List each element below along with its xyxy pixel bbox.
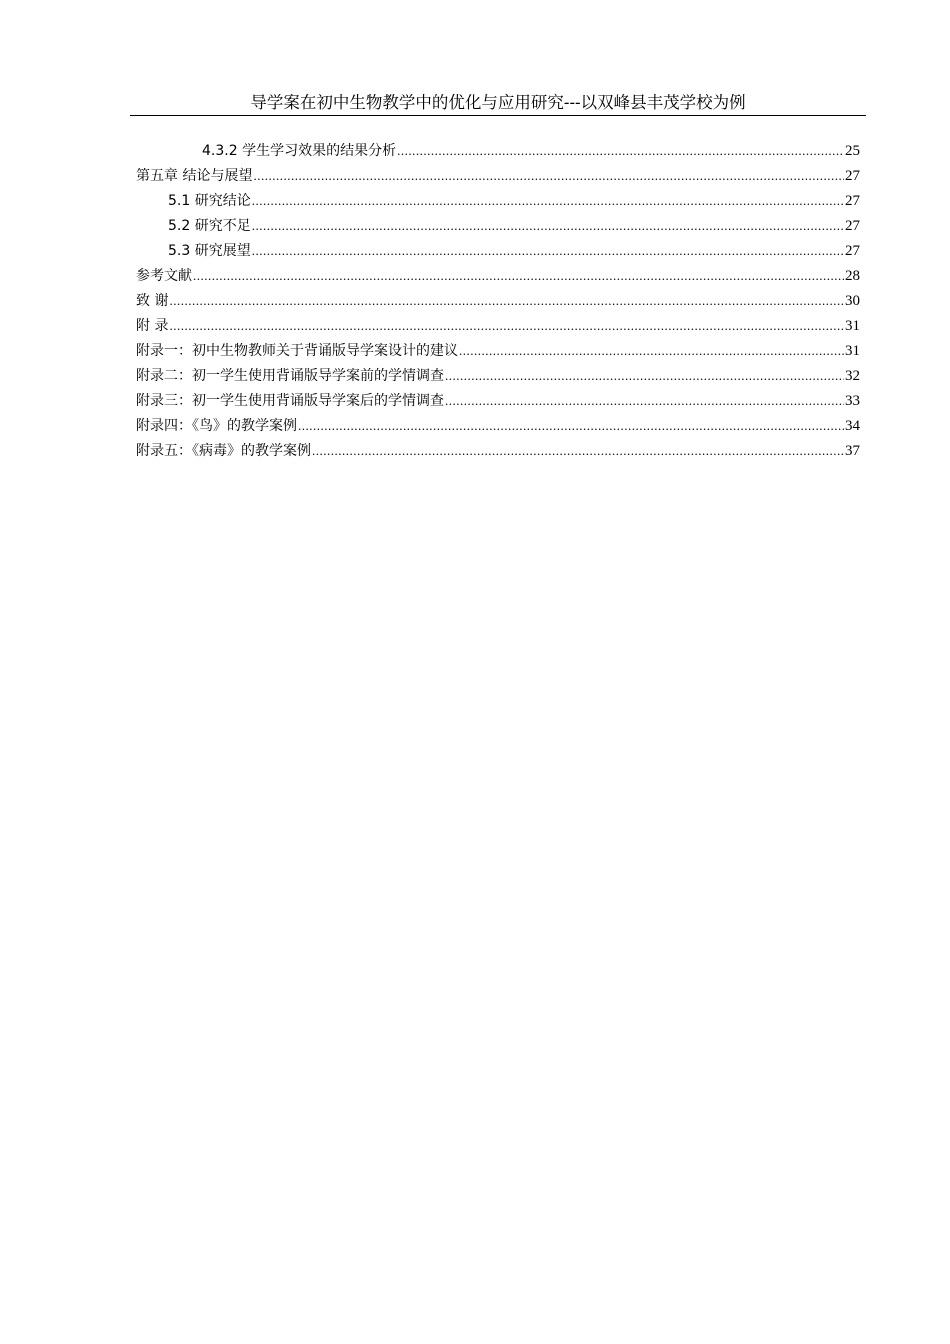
toc-dot-leader xyxy=(397,138,844,163)
toc-dot-leader xyxy=(252,188,844,213)
toc-dot-leader xyxy=(298,413,844,438)
toc-entry-title: 4.3.2 学生学习效果的结果分析 xyxy=(202,143,397,159)
toc-entry-page: 27 xyxy=(845,243,860,259)
toc-entry[interactable] xyxy=(136,388,860,413)
toc-entry[interactable] xyxy=(136,163,860,188)
toc-entry-title: 附 录 xyxy=(136,318,169,334)
toc-entry-page: 32 xyxy=(845,368,860,384)
toc-entry-page: 27 xyxy=(845,218,860,234)
toc-entry[interactable] xyxy=(136,313,860,338)
toc-entry-title: 附录二：初一学生使用背诵版导学案前的学情调查 xyxy=(136,368,444,384)
toc-entry[interactable] xyxy=(136,238,860,263)
toc-entry-title: 参考文献 xyxy=(136,268,192,284)
toc-dot-leader xyxy=(445,388,844,413)
toc-entry-page: 31 xyxy=(845,343,860,359)
header-divider xyxy=(130,115,866,116)
toc-dot-leader xyxy=(445,363,844,388)
toc-entry-title: 致 谢 xyxy=(136,293,169,309)
toc-entry-title: 5.2 研究不足 xyxy=(168,218,251,234)
toc-entry-page: 33 xyxy=(845,393,860,409)
toc-entry-page: 27 xyxy=(845,193,860,209)
toc-entry-page: 34 xyxy=(845,418,860,434)
toc-entry-title: 附录三：初一学生使用背诵版导学案后的学情调查 xyxy=(136,393,444,409)
toc-dot-leader xyxy=(252,213,844,238)
toc-entry-title: 5.1 研究结论 xyxy=(168,193,251,209)
table-of-contents xyxy=(136,138,860,463)
toc-entry-page: 25 xyxy=(845,143,860,159)
toc-entry[interactable] xyxy=(136,363,860,388)
toc-dot-leader xyxy=(459,338,844,363)
toc-entry-title: 附录五：《病毒》的教学案例 xyxy=(136,443,311,459)
toc-dot-leader xyxy=(193,263,844,288)
toc-entry-page: 37 xyxy=(845,443,860,459)
toc-entry[interactable] xyxy=(136,138,860,163)
toc-entry-page: 31 xyxy=(845,318,860,334)
toc-dot-leader xyxy=(253,163,844,188)
toc-dot-leader xyxy=(252,238,844,263)
toc-entry[interactable] xyxy=(136,338,860,363)
toc-entry[interactable] xyxy=(136,288,860,313)
toc-entry-title: 5.3 研究展望 xyxy=(168,243,251,259)
toc-entry[interactable] xyxy=(136,213,860,238)
toc-entry[interactable] xyxy=(136,413,860,438)
toc-entry-title: 附录一：初中生物教师关于背诵版导学案设计的建议 xyxy=(136,343,458,359)
toc-entry-title: 附录四：《鸟》的教学案例 xyxy=(136,418,297,434)
running-header-title: 导学案在初中生物教学中的优化与应用研究---以双峰县丰茂学校为例 xyxy=(250,93,746,112)
toc-entry-page: 27 xyxy=(845,168,860,184)
toc-entry-page: 30 xyxy=(845,293,860,309)
toc-entry[interactable] xyxy=(136,438,860,463)
toc-entry[interactable] xyxy=(136,263,860,288)
toc-entry-title: 第五章 结论与展望 xyxy=(136,168,253,184)
toc-dot-leader xyxy=(312,438,844,463)
toc-dot-leader xyxy=(169,288,844,313)
toc-entry-page: 28 xyxy=(845,268,860,284)
toc-entry[interactable] xyxy=(136,188,860,213)
toc-dot-leader xyxy=(169,313,844,338)
